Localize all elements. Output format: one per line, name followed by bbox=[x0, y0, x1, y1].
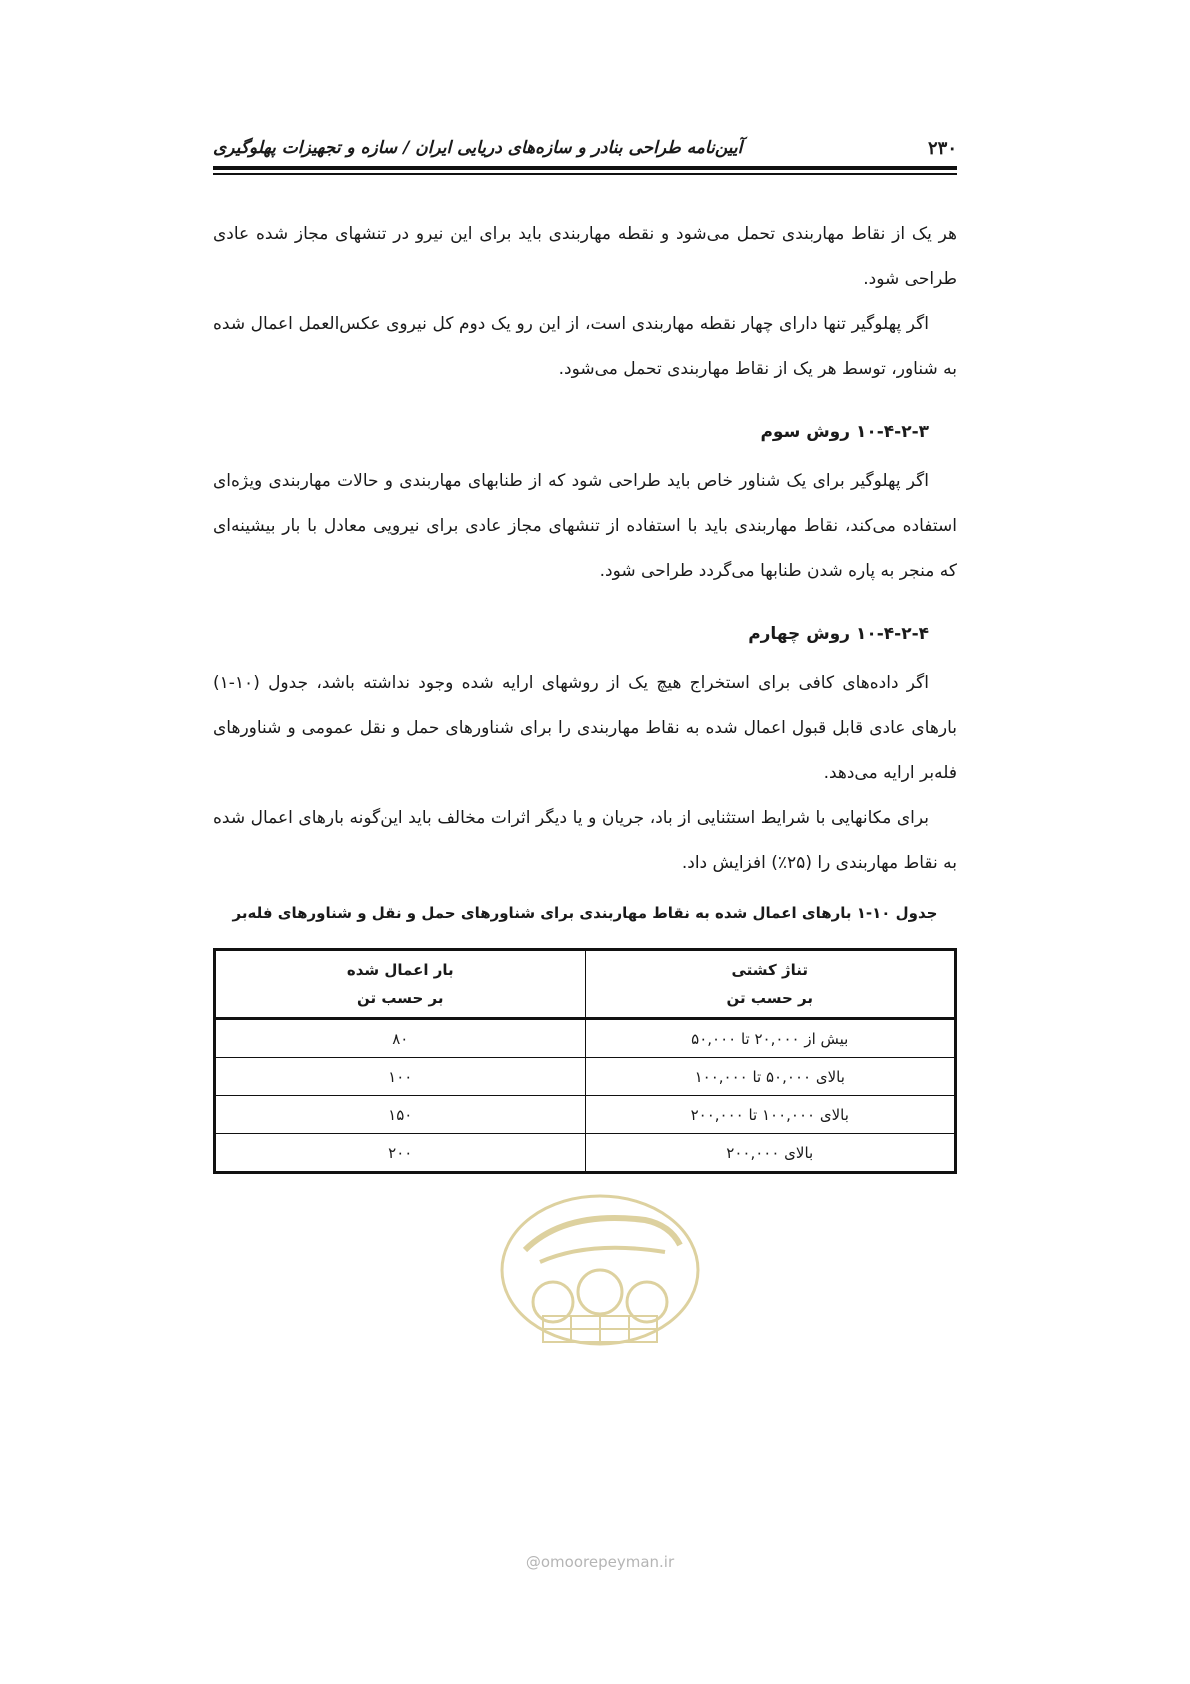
page-number: ۲۳۰ bbox=[927, 137, 957, 159]
header-applied-load bbox=[215, 950, 586, 1019]
header-ship-tonnage bbox=[585, 950, 956, 1019]
cell-load: ۱۵۰ bbox=[215, 1096, 586, 1134]
header-rule bbox=[213, 166, 957, 170]
header-title: آیین‌نامه طراحی بنادر و سازه‌های دریایی ایران / سازه و تجهیزات پهلوگیری bbox=[213, 138, 743, 158]
cell-load: ۸۰ bbox=[215, 1019, 586, 1058]
paragraph-1: هر یک از نقاط مهاربندی تحمل می‌شود و نقطه مهاربندی باید برای این نیرو در تنشهای مجاز شده عادی طراحی شود. bbox=[213, 224, 957, 289]
mooring-load-table bbox=[213, 948, 957, 1174]
cell-tonnage: بالای ۵۰,۰۰۰ تا ۱۰۰,۰۰۰ bbox=[585, 1058, 956, 1096]
section-heading-method-3: ۱۰-۴-۲-۳ روش سوم bbox=[760, 422, 929, 442]
paragraph-4: اگر داده‌های کافی برای استخراج هیچ یک از روشهای ارایه شده وجود نداشته باشد، جدول (۱۰-۱) بارهای عادی قابل قبول اعمال شده به نقاط مهاربندی را برای شناورهای حمل و نقل عمومی و شناورهای فله‌بر ارایه می‌دهد. bbox=[213, 673, 957, 783]
paragraph-5: برای مکانهایی با شرایط استثنایی از باد، جریان و یا دیگر اثرات مخالف باید این‌گونه بارهای اعمال شده به نقاط مهاربندی را (۲۵٪) افزایش داد. bbox=[213, 808, 957, 873]
table-row bbox=[215, 1058, 956, 1096]
header-applied-load-unit: بر حسب تن bbox=[357, 989, 444, 1007]
paragraph-3: اگر پهلوگیر برای یک شناور خاص باید طراحی شود که از طنابهای مهاربندی و حالات مهاربندی ویژه‌ای استفاده می‌کند، نقاط مهاربندی باید با استفاده از تنشهای مجاز عادی برای نیرویی معادل با بار بیشینه‌ای که منجر به پاره شدن طنابها می‌گردد طراحی شود. bbox=[213, 471, 957, 581]
table-row bbox=[215, 1096, 956, 1134]
cell-tonnage: بالای ۱۰۰,۰۰۰ تا ۲۰۰,۰۰۰ bbox=[585, 1096, 956, 1134]
cell-load: ۲۰۰ bbox=[215, 1134, 586, 1173]
cell-tonnage: بیش از ۲۰,۰۰۰ تا ۵۰,۰۰۰ bbox=[585, 1019, 956, 1058]
table-caption: جدول ۱۰-۱ بارهای اعمال شده به نقاط مهاربندی برای شناورهای حمل و نقل و شناورهای فله‌بر bbox=[232, 904, 938, 922]
cell-load: ۱۰۰ bbox=[215, 1058, 586, 1096]
watermark-logo bbox=[495, 1190, 705, 1350]
header-applied-load-title: بار اعمال شده bbox=[346, 961, 454, 979]
paragraph-2: اگر پهلوگیر تنها دارای چهار نقطه مهاربندی است، از این رو یک دوم کل نیروی عکس‌العمل اعمال شده به شناور، توسط هر یک از نقاط مهاربندی تحمل می‌شود. bbox=[213, 314, 957, 379]
table-header-row bbox=[215, 950, 956, 1019]
header-ship-tonnage-title: تناژ کشتی bbox=[731, 961, 809, 979]
body-text bbox=[213, 212, 957, 886]
watermark-site: @omoorepeyman.ir bbox=[525, 1553, 675, 1571]
table-row bbox=[215, 1019, 956, 1058]
page-header bbox=[213, 128, 957, 168]
header-rule-thin bbox=[213, 173, 957, 175]
table-row bbox=[215, 1134, 956, 1173]
cell-tonnage: بالای ۲۰۰,۰۰۰ bbox=[585, 1134, 956, 1173]
section-heading-method-4: ۱۰-۴-۲-۴ روش چهارم bbox=[748, 624, 929, 644]
header-ship-tonnage-unit: بر حسب تن bbox=[726, 989, 813, 1007]
